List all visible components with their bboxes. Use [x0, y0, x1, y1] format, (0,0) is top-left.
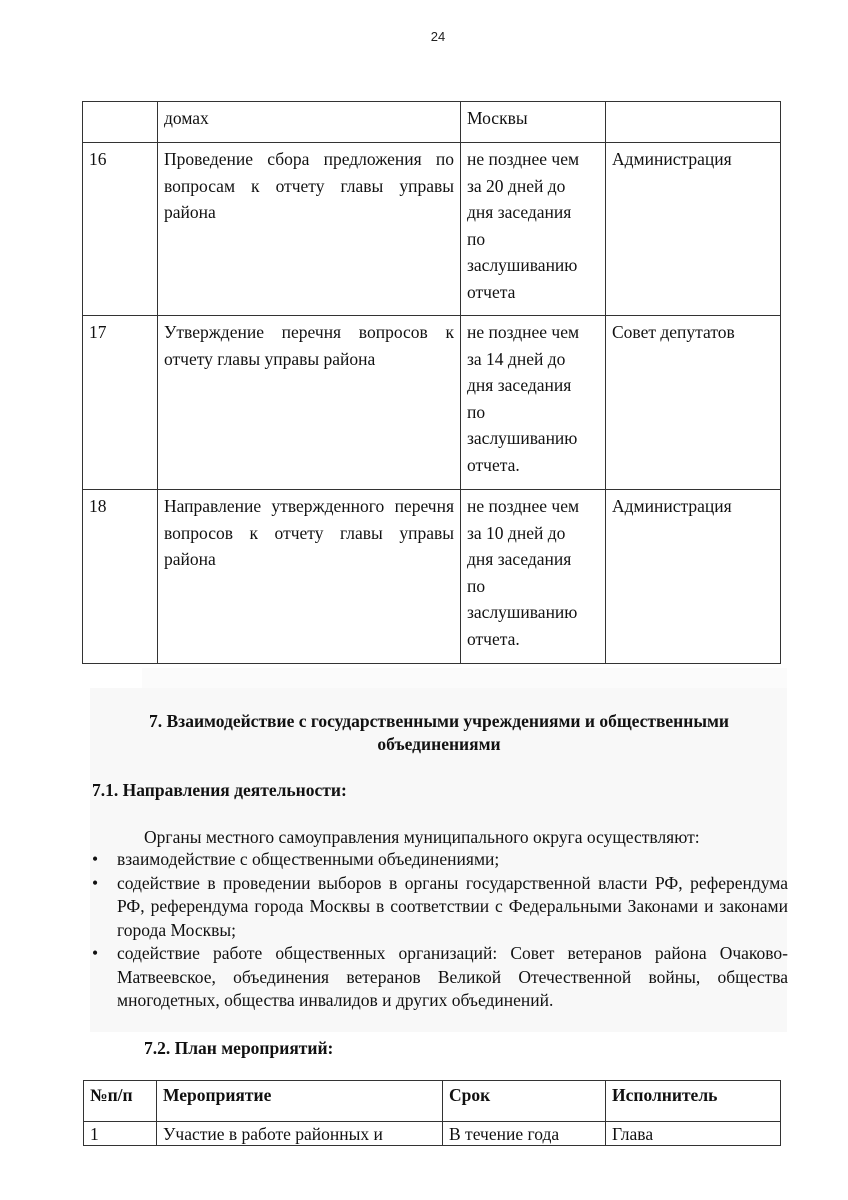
deadline-line: дня заседания [467, 375, 572, 395]
deadline-line: по [467, 401, 486, 422]
row-number: 18 [83, 490, 158, 664]
deadline-line: заслушиванию [467, 255, 578, 275]
list-item-text: содействие в проведении выборов в органы государственной власти РФ, референдума РФ, референдума города Москвы в соответствии с Федеральными Законами и законами города Москвы; [117, 872, 788, 940]
table-header-row [84, 1081, 781, 1122]
row-executor [606, 102, 781, 143]
deadline-line: дня заседания [467, 202, 572, 222]
row-event: Участие в работе районных и [157, 1122, 443, 1146]
activity-list [92, 848, 788, 1013]
row-executor: Администрация [606, 490, 781, 664]
deadline-line: отчета. [467, 454, 520, 475]
row-executor: Администрация [606, 143, 781, 316]
deadline-line: не позднее чем [467, 322, 580, 342]
deadline-line: по [467, 228, 486, 249]
intro-paragraph: Органы местного самоуправления муниципального округа осуществляют: [144, 827, 700, 847]
row-executor: Глава [606, 1122, 781, 1146]
header-executor: Исполнитель [606, 1081, 781, 1122]
deadline-line: не позднее чем [467, 149, 580, 169]
plan-table [83, 1080, 781, 1146]
row-number: 17 [83, 316, 158, 490]
row-event: домах [158, 102, 461, 143]
deadline-line: Москвы [467, 108, 528, 128]
bullet-icon: • [92, 943, 99, 963]
bullet-icon: • [92, 872, 99, 893]
list-item-text: содействие работе общественных организаций: Совет ветеранов района Очаково-Матвеевское, объединения ветеранов Великой Отечественной войны, общества многодетных, общества инвалидов и других объединений. [117, 943, 788, 1010]
section-heading: 7. Взаимодействие с государственными учреждениями и общественными объединениями [149, 711, 729, 754]
row-number: 1 [84, 1122, 157, 1146]
header-deadline: Срок [443, 1081, 606, 1122]
page-number: 24 [430, 29, 446, 44]
table-row [84, 1122, 781, 1146]
deadline-line: дня заседания [467, 549, 572, 569]
deadline-line: не позднее чем [467, 496, 580, 516]
deadline-line: отчета. [467, 628, 520, 649]
row-event: Утверждение перечня вопросов к отчету главы управы района [158, 316, 461, 490]
events-table-continued [82, 101, 781, 664]
list-item [92, 848, 788, 872]
list-item-text: взаимодействие с общественными объединениями; [117, 849, 500, 869]
header-number: №п/п [84, 1081, 157, 1122]
row-number [83, 102, 158, 143]
deadline-line: за 20 дней до [467, 175, 566, 196]
deadline-line: отчета [467, 281, 516, 302]
subsection-heading-7-2: 7.2. План мероприятий: [144, 1038, 334, 1058]
section-background-top [142, 668, 787, 690]
deadline-line: заслушиванию [467, 428, 578, 448]
table-row [83, 143, 781, 316]
row-deadline [461, 102, 606, 143]
deadline-line: заслушиванию [467, 602, 578, 622]
list-item [92, 872, 788, 943]
subsection-heading-7-1: 7.1. Направления деятельности: [92, 780, 347, 800]
header-event: Мероприятие [157, 1081, 443, 1122]
row-deadline: В течение года [443, 1122, 606, 1146]
table-row [83, 490, 781, 664]
row-deadline [461, 143, 606, 316]
deadline-line: за 10 дней до [467, 522, 566, 543]
deadline-line: по [467, 575, 486, 596]
row-deadline [461, 490, 606, 664]
row-executor: Совет депутатов [606, 316, 781, 490]
table-row [83, 316, 781, 490]
row-event: Направление утвержденного перечня вопросов к отчету главы управы района [158, 490, 461, 664]
deadline-line: за 14 дней до [467, 348, 566, 369]
row-number: 16 [83, 143, 158, 316]
row-event: Проведение сбора предложения по вопросам к отчету главы управы района [158, 143, 461, 316]
bullet-icon: • [92, 849, 99, 869]
list-item [92, 942, 788, 1013]
table-row [83, 102, 781, 143]
row-deadline [461, 316, 606, 490]
